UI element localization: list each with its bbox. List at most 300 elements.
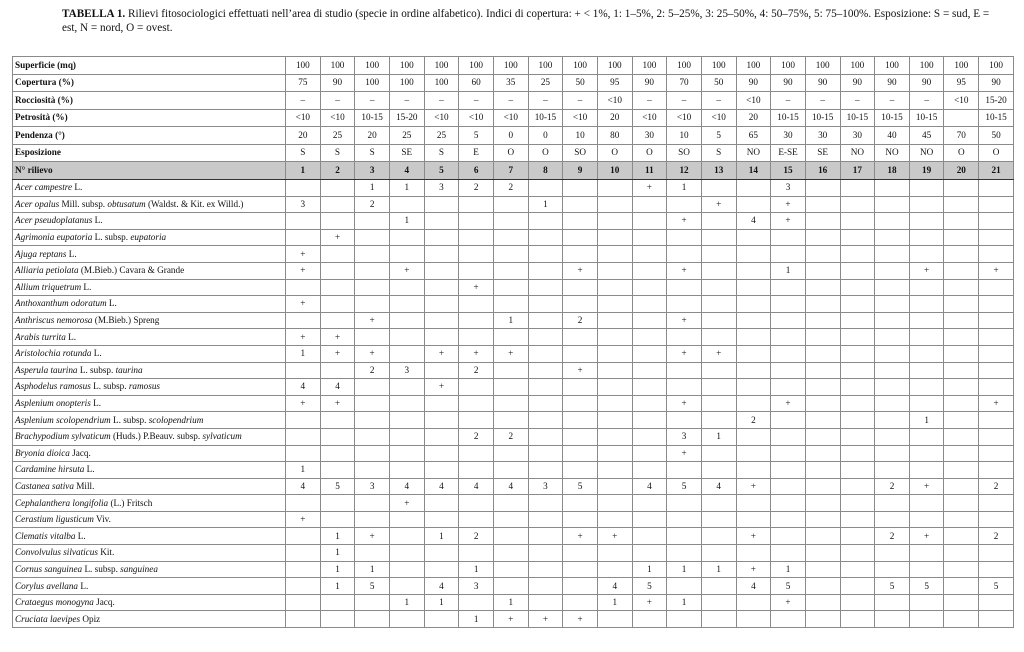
table-cell: –: [563, 92, 598, 110]
table-cell: [459, 594, 494, 611]
table-cell: [286, 180, 321, 197]
table-cell: 90: [771, 74, 806, 92]
table-cell: +: [736, 478, 771, 495]
table-cell: [563, 329, 598, 346]
table-cell: [840, 511, 875, 528]
table-cell: +: [563, 262, 598, 279]
table-cell: [771, 229, 806, 246]
table-cell: [528, 528, 563, 545]
table-cell: 1: [424, 528, 459, 545]
species-name-italic: Cerastium ligusticum: [15, 514, 94, 525]
table-cell: [909, 312, 944, 329]
table-cell: 2: [459, 428, 494, 445]
table-cell: [528, 545, 563, 562]
table-cell: 5: [875, 578, 910, 595]
table-cell: 45: [909, 127, 944, 145]
table-cell: [320, 445, 355, 462]
table-cell: [355, 213, 390, 230]
table-cell: 5: [667, 478, 702, 495]
table-row: [13, 246, 1014, 263]
table-cell: [597, 196, 632, 213]
table-row: [13, 345, 1014, 362]
table-cell: [459, 412, 494, 429]
table-cell: [597, 329, 632, 346]
table-cell: [701, 312, 736, 329]
table-cell: [389, 379, 424, 396]
table-cell: <10: [320, 109, 355, 127]
releve-number: 21: [979, 162, 1014, 180]
table-cell: [667, 196, 702, 213]
table-cell: [459, 246, 494, 263]
table-cell: [701, 296, 736, 313]
table-cell: [840, 312, 875, 329]
table-cell: [355, 462, 390, 479]
table-cell: [840, 362, 875, 379]
table-cell: [632, 329, 667, 346]
species-name-author: Mill. subsp.: [59, 198, 108, 209]
table-cell: [320, 495, 355, 512]
table-cell: [563, 395, 598, 412]
table-cell: [944, 428, 979, 445]
table-cell: [944, 345, 979, 362]
table-cell: 1: [528, 196, 563, 213]
species-name-author: L.: [84, 464, 95, 475]
table-cell: [944, 180, 979, 197]
table-cell: [493, 196, 528, 213]
table-cell: [493, 528, 528, 545]
table-cell: 1: [597, 594, 632, 611]
table-cell: [736, 395, 771, 412]
table-cell: 20: [736, 109, 771, 127]
table-cell: [355, 395, 390, 412]
table-row: [13, 229, 1014, 246]
table-cell: 4: [493, 478, 528, 495]
releve-number: 6: [459, 162, 494, 180]
table-cell: [632, 412, 667, 429]
table-cell: 100: [528, 57, 563, 75]
table-cell: NO: [909, 144, 944, 162]
table-cell: [909, 213, 944, 230]
table-cell: [909, 229, 944, 246]
table-cell: [805, 246, 840, 263]
table-cell: [736, 428, 771, 445]
table-cell: 50: [563, 74, 598, 92]
table-cell: 4: [424, 578, 459, 595]
table-cell: [632, 462, 667, 479]
table-cell: [840, 594, 875, 611]
table-cell: [597, 279, 632, 296]
table-cell: 2: [355, 362, 390, 379]
table-cell: –: [389, 92, 424, 110]
table-cell: [320, 312, 355, 329]
table-cell: [875, 262, 910, 279]
table-cell: –: [771, 92, 806, 110]
table-cell: 10-15: [355, 109, 390, 127]
table-cell: +: [771, 395, 806, 412]
table-row: [13, 329, 1014, 346]
species-name: [13, 180, 286, 197]
table-cell: [597, 545, 632, 562]
table-cell: [459, 395, 494, 412]
table-cell: [389, 578, 424, 595]
table-cell: [632, 395, 667, 412]
table-cell: [528, 412, 563, 429]
releve-number: 4: [389, 162, 424, 180]
table-cell: –: [424, 92, 459, 110]
table-row: [13, 296, 1014, 313]
table-cell: [424, 561, 459, 578]
table-cell: S: [424, 144, 459, 162]
table-cell: [840, 379, 875, 396]
table-cell: [875, 495, 910, 512]
table-cell: 10-15: [771, 109, 806, 127]
table-cell: [944, 246, 979, 263]
table-cell: [875, 445, 910, 462]
table-cell: [355, 246, 390, 263]
table-cell: [840, 262, 875, 279]
table-cell: [389, 428, 424, 445]
species-name-italic: Acer campestre: [15, 182, 73, 193]
table-cell: [736, 511, 771, 528]
table-cell: [979, 246, 1014, 263]
table-cell: [389, 312, 424, 329]
table-cell: [597, 213, 632, 230]
species-name-italic: Clematis vitalba: [15, 530, 76, 541]
env-row: [13, 144, 1014, 162]
table-cell: 10-15: [528, 109, 563, 127]
table-cell: [736, 246, 771, 263]
table-cell: <10: [632, 109, 667, 127]
table-cell: [701, 412, 736, 429]
table-cell: [840, 578, 875, 595]
table-cell: [667, 379, 702, 396]
species-name: [13, 262, 286, 279]
env-row: [13, 57, 1014, 75]
table-cell: +: [355, 312, 390, 329]
table-cell: O: [528, 144, 563, 162]
table-cell: 50: [701, 74, 736, 92]
table-cell: –: [320, 92, 355, 110]
species-name-author: L.: [78, 580, 89, 591]
table-cell: [563, 511, 598, 528]
table-cell: [701, 594, 736, 611]
env-row: [13, 92, 1014, 110]
table-cell: [909, 511, 944, 528]
table-cell: [944, 262, 979, 279]
releve-number-row: [13, 162, 1014, 180]
table-cell: +: [493, 611, 528, 628]
table-cell: 100: [286, 57, 321, 75]
table-cell: 50: [979, 127, 1014, 145]
table-cell: 1: [355, 561, 390, 578]
table-cell: [805, 578, 840, 595]
table-cell: +: [667, 312, 702, 329]
table-cell: [701, 180, 736, 197]
table-cell: [979, 229, 1014, 246]
table-cell: –: [805, 92, 840, 110]
table-cell: <10: [701, 109, 736, 127]
table-cell: 95: [597, 74, 632, 92]
table-cell: +: [320, 395, 355, 412]
table-cell: [771, 511, 806, 528]
table-cell: [528, 379, 563, 396]
table-cell: [909, 180, 944, 197]
table-cell: [389, 395, 424, 412]
table-cell: [597, 511, 632, 528]
table-cell: O: [597, 144, 632, 162]
releve-number: 12: [667, 162, 702, 180]
species-name-italic: scolopendrium: [148, 414, 204, 425]
table-cell: +: [286, 329, 321, 346]
table-cell: 2: [979, 528, 1014, 545]
table-cell: –: [667, 92, 702, 110]
table-cell: [840, 528, 875, 545]
table-cell: +: [459, 279, 494, 296]
table-cell: [875, 462, 910, 479]
table-cell: 5: [701, 127, 736, 145]
table-cell: 1: [667, 561, 702, 578]
table-cell: 2: [875, 478, 910, 495]
table-cell: [667, 296, 702, 313]
table-cell: [840, 196, 875, 213]
table-cell: [840, 213, 875, 230]
species-name: [13, 395, 286, 412]
table-cell: +: [632, 180, 667, 197]
table-cell: [563, 545, 598, 562]
table-cell: [875, 196, 910, 213]
table-cell: [805, 180, 840, 197]
releve-number: 16: [805, 162, 840, 180]
table-cell: 5: [909, 578, 944, 595]
table-cell: 1: [701, 561, 736, 578]
table-cell: +: [771, 196, 806, 213]
table-cell: [701, 329, 736, 346]
table-cell: <10: [563, 109, 598, 127]
table-cell: [286, 362, 321, 379]
table-cell: [667, 229, 702, 246]
table-cell: [909, 362, 944, 379]
table-cell: S: [320, 144, 355, 162]
row-label: Rocciosità (%): [13, 92, 286, 110]
table-cell: 1: [667, 594, 702, 611]
table-cell: [389, 229, 424, 246]
table-cell: 90: [805, 74, 840, 92]
table-cell: [909, 594, 944, 611]
table-row: [13, 395, 1014, 412]
table-caption: [62, 7, 992, 35]
table-cell: +: [563, 528, 598, 545]
table-cell: [736, 229, 771, 246]
species-name: [13, 345, 286, 362]
table-cell: 2: [355, 196, 390, 213]
table-cell: [286, 561, 321, 578]
table-cell: [459, 196, 494, 213]
species-name-italic: Asperula taurina: [15, 364, 78, 375]
species-name: [13, 312, 286, 329]
table-cell: [563, 428, 598, 445]
table-cell: E-SE: [771, 144, 806, 162]
table-cell: 1: [909, 412, 944, 429]
table-cell: [840, 561, 875, 578]
species-name-author: Mill.: [73, 480, 95, 491]
table-cell: O: [944, 144, 979, 162]
table-cell: [320, 428, 355, 445]
table-cell: 90: [320, 74, 355, 92]
table-cell: [805, 462, 840, 479]
table-cell: [632, 379, 667, 396]
table-cell: [979, 594, 1014, 611]
table-cell: [286, 428, 321, 445]
row-label: Superficie (mq): [13, 57, 286, 75]
table-cell: 30: [771, 127, 806, 145]
table-cell: [875, 246, 910, 263]
species-name: [13, 196, 286, 213]
table-cell: [320, 279, 355, 296]
species-name: [13, 246, 286, 263]
table-cell: [909, 196, 944, 213]
table-cell: 100: [563, 57, 598, 75]
table-cell: +: [355, 528, 390, 545]
table-cell: [389, 611, 424, 628]
table-cell: [805, 262, 840, 279]
table-cell: [563, 495, 598, 512]
table-cell: [528, 594, 563, 611]
table-cell: [389, 296, 424, 313]
species-name-author: L.: [81, 281, 92, 292]
table-cell: 1: [459, 611, 494, 628]
table-cell: [563, 345, 598, 362]
table-cell: –: [355, 92, 390, 110]
table-cell: [667, 246, 702, 263]
table-cell: [563, 246, 598, 263]
table-cell: 1: [320, 545, 355, 562]
table-cell: [355, 262, 390, 279]
table-cell: [944, 412, 979, 429]
table-cell: [805, 561, 840, 578]
table-cell: 1: [320, 578, 355, 595]
table-cell: +: [736, 528, 771, 545]
table-cell: [424, 262, 459, 279]
table-cell: [528, 329, 563, 346]
table-cell: 100: [424, 57, 459, 75]
table-cell: 100: [493, 57, 528, 75]
table-cell: [493, 511, 528, 528]
table-cell: [875, 611, 910, 628]
table-cell: [840, 545, 875, 562]
table-cell: [805, 196, 840, 213]
table-cell: [909, 395, 944, 412]
table-cell: [909, 611, 944, 628]
table-cell: +: [667, 345, 702, 362]
table-cell: [979, 545, 1014, 562]
table-cell: [389, 528, 424, 545]
table-cell: [701, 262, 736, 279]
table-cell: [667, 412, 702, 429]
table-cell: +: [563, 362, 598, 379]
table-cell: [840, 395, 875, 412]
table-cell: [563, 462, 598, 479]
table-cell: 4: [320, 379, 355, 396]
table-cell: [320, 611, 355, 628]
table-cell: [632, 528, 667, 545]
table-cell: 4: [286, 478, 321, 495]
species-name: [13, 445, 286, 462]
table-cell: [355, 428, 390, 445]
table-cell: [459, 462, 494, 479]
table-row: [13, 495, 1014, 512]
table-cell: 1: [771, 262, 806, 279]
table-cell: +: [632, 594, 667, 611]
table-cell: [736, 312, 771, 329]
species-name-author: L. subsp.: [92, 232, 131, 243]
species-name: [13, 545, 286, 562]
table-cell: [597, 412, 632, 429]
table-cell: +: [320, 345, 355, 362]
table-cell: [563, 561, 598, 578]
table-cell: [563, 196, 598, 213]
table-cell: 35: [493, 74, 528, 92]
table-row: [13, 445, 1014, 462]
table-cell: [805, 296, 840, 313]
table-cell: 20: [597, 109, 632, 127]
table-cell: [632, 229, 667, 246]
table-cell: [563, 213, 598, 230]
table-cell: [736, 362, 771, 379]
table-cell: [771, 412, 806, 429]
species-name-author: Kit.: [97, 547, 115, 558]
table-cell: [875, 412, 910, 429]
row-label: Pendenza (°): [13, 127, 286, 145]
table-cell: [493, 445, 528, 462]
table-cell: [875, 428, 910, 445]
species-name-author: L. subsp.: [82, 563, 121, 574]
species-name: [13, 362, 286, 379]
species-name-italic: taurina: [115, 364, 143, 375]
table-cell: 100: [909, 57, 944, 75]
table-cell: [771, 279, 806, 296]
table-cell: [701, 495, 736, 512]
table-cell: 4: [389, 478, 424, 495]
table-cell: [563, 180, 598, 197]
table-cell: [667, 462, 702, 479]
releve-number: 17: [840, 162, 875, 180]
species-name-author: L. subsp.: [110, 414, 149, 425]
table-cell: [355, 611, 390, 628]
table-cell: [424, 511, 459, 528]
table-cell: 95: [944, 74, 979, 92]
species-name-author: L.: [75, 530, 86, 541]
species-name-italic: Agrimonia eupatoria: [15, 232, 93, 243]
table-cell: [528, 229, 563, 246]
table-cell: [701, 362, 736, 379]
species-name-italic: Allium triquetrum: [15, 281, 82, 292]
table-cell: [528, 561, 563, 578]
table-cell: [667, 545, 702, 562]
table-cell: [597, 395, 632, 412]
table-cell: [771, 345, 806, 362]
table-cell: [389, 246, 424, 263]
table-cell: [909, 445, 944, 462]
table-cell: [840, 445, 875, 462]
table-cell: 4: [597, 578, 632, 595]
table-cell: [840, 345, 875, 362]
species-name: [13, 578, 286, 595]
table-cell: [875, 545, 910, 562]
table-cell: +: [320, 329, 355, 346]
species-name: [13, 478, 286, 495]
table-cell: [459, 296, 494, 313]
table-cell: [701, 279, 736, 296]
